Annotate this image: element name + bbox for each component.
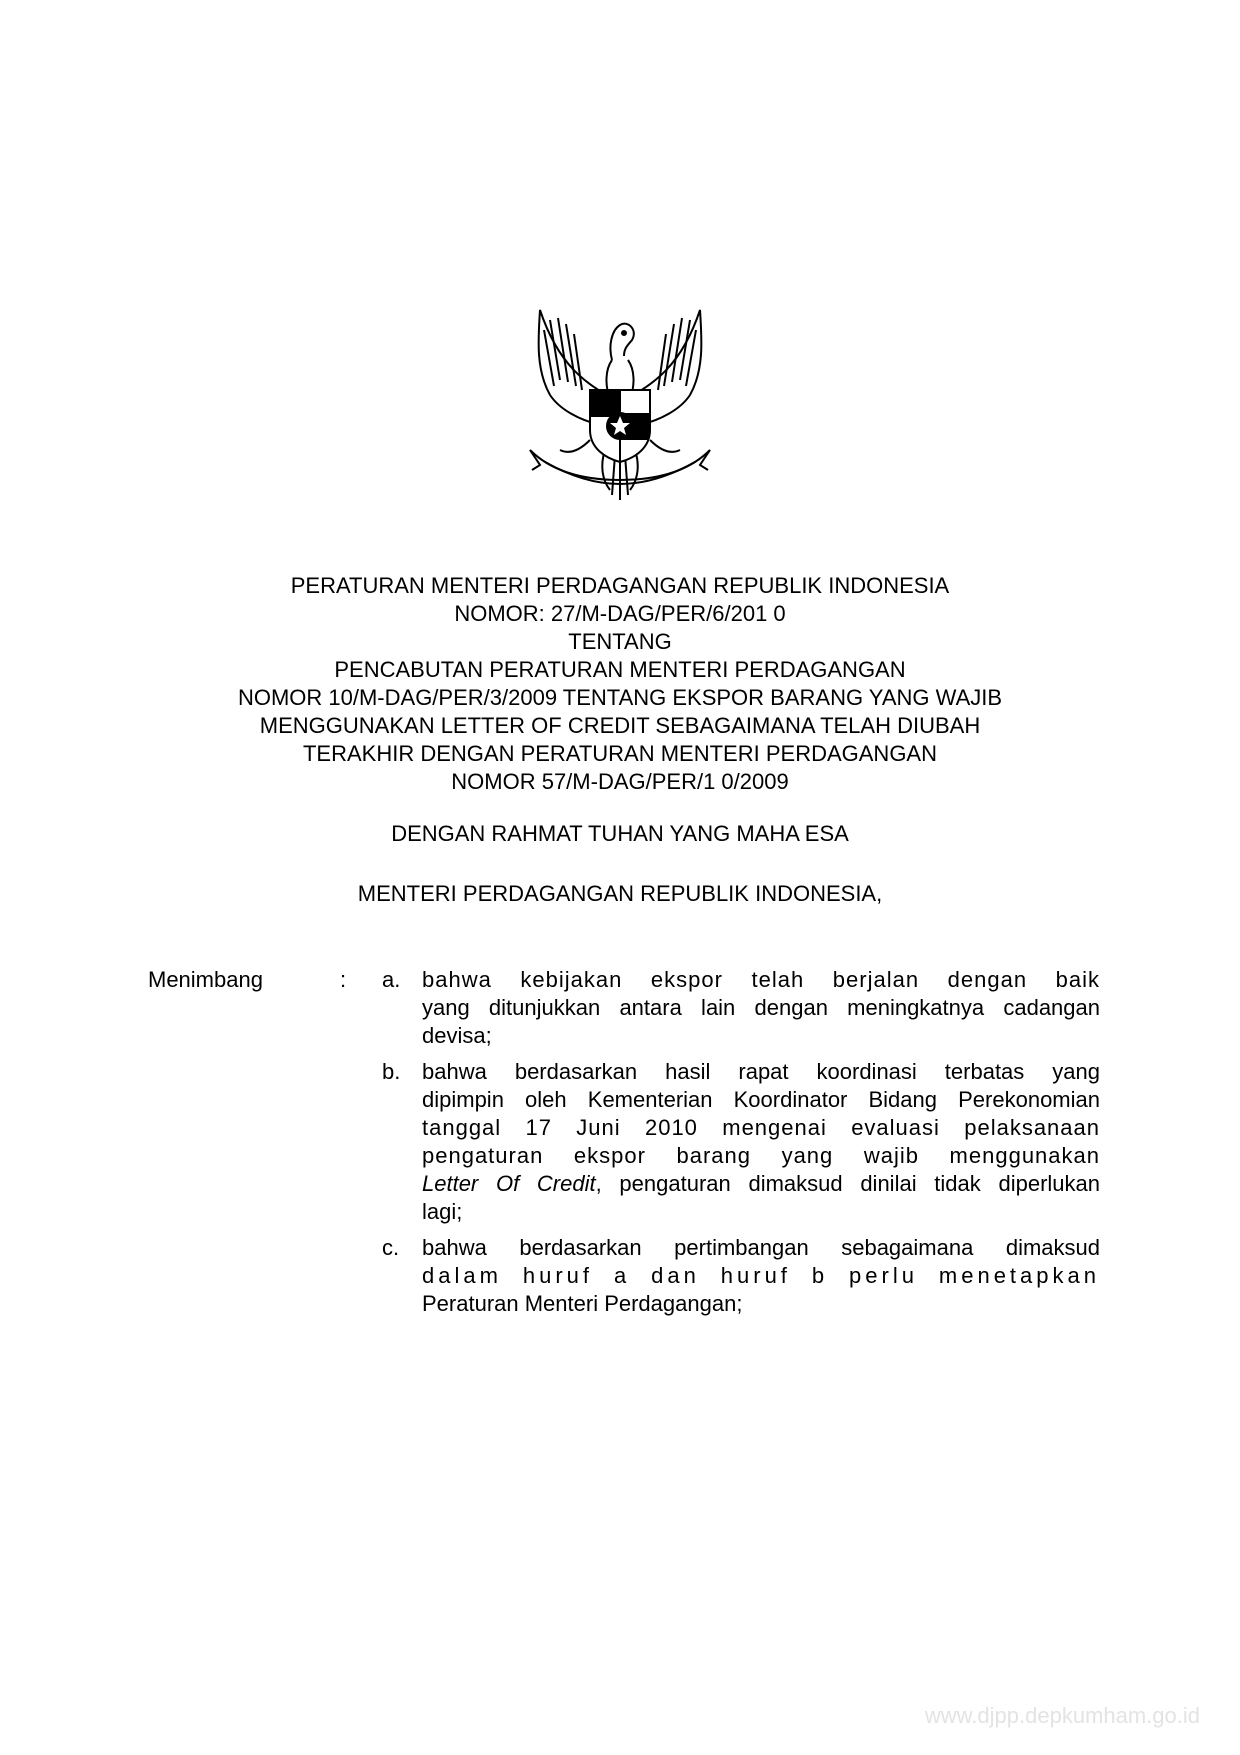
menimbang-label: Menimbang	[148, 967, 263, 992]
watermark-url: www.djpp.depkumham.go.id	[924, 1703, 1200, 1728]
title-line: TENTANG	[568, 629, 672, 654]
item-line: bahwa berdasarkan pertimbangan sebagaimana dimaksud	[422, 1235, 1100, 1260]
garuda-emblem-icon	[520, 290, 720, 515]
title-line: MENGGUNAKAN LETTER OF CREDIT SEBAGAIMANA TELAH DIUBAH	[259, 713, 981, 738]
authority: MENTERI PERDAGANGAN REPUBLIK INDONESIA,	[357, 881, 883, 906]
item-line-rest: , pengaturan dimaksud dinilai tidak diperlukan	[595, 1171, 1100, 1196]
item-line: tanggal 17 Juni 2010 mengenai evaluasi pelaksanaan	[422, 1115, 1100, 1140]
item-letter: c.	[382, 1235, 400, 1260]
item-line: dipimpin oleh Kementerian Koordinator Bidang Perekonomian	[422, 1087, 1100, 1112]
title-line: NOMOR 57/M-DAG/PER/1 0/2009	[451, 769, 789, 794]
title-line: NOMOR: 27/M-DAG/PER/6/201 0	[454, 601, 786, 626]
item-line: bahwa kebijakan ekspor telah berjalan dengan baik	[422, 967, 1100, 992]
item-line: pengaturan ekspor barang yang wajib menggunakan	[422, 1143, 1100, 1168]
title-line: PERATURAN MENTERI PERDAGANGAN REPUBLIK INDONESIA	[290, 573, 950, 598]
item-line	[422, 1170, 1100, 1198]
title-line: TERAKHIR DENGAN PERATURAN MENTERI PERDAGANGAN	[302, 741, 937, 766]
menimbang-colon: :	[340, 967, 347, 992]
item-line: lagi;	[422, 1199, 463, 1224]
item-line: bahwa berdasarkan hasil rapat koordinasi terbatas yang	[422, 1059, 1100, 1084]
consideration-item-c	[382, 1234, 1100, 1318]
item-line: yang ditunjukkan antara lain dengan meningkatnya cadangan	[422, 995, 1100, 1020]
consideration-item-b	[382, 1058, 1100, 1226]
item-line: Peraturan Menteri Perdagangan;	[422, 1291, 743, 1316]
consideration-item-a	[382, 966, 1100, 1050]
italic-phrase: Letter Of Credit	[422, 1171, 596, 1196]
invocation: DENGAN RAHMAT TUHAN YANG MAHA ESA	[391, 821, 849, 846]
title-line: NOMOR 10/M-DAG/PER/3/2009 TENTANG EKSPOR BARANG YANG WAJIB	[237, 685, 1003, 710]
item-letter: a.	[382, 967, 401, 992]
item-line: devisa;	[422, 1023, 492, 1048]
item-line: dalam huruf a dan huruf b perlu menetapkan	[422, 1263, 1100, 1288]
regulation-title	[140, 572, 1100, 796]
title-line: PENCABUTAN PERATURAN MENTERI PERDAGANGAN	[334, 657, 906, 682]
item-letter: b.	[382, 1059, 401, 1084]
